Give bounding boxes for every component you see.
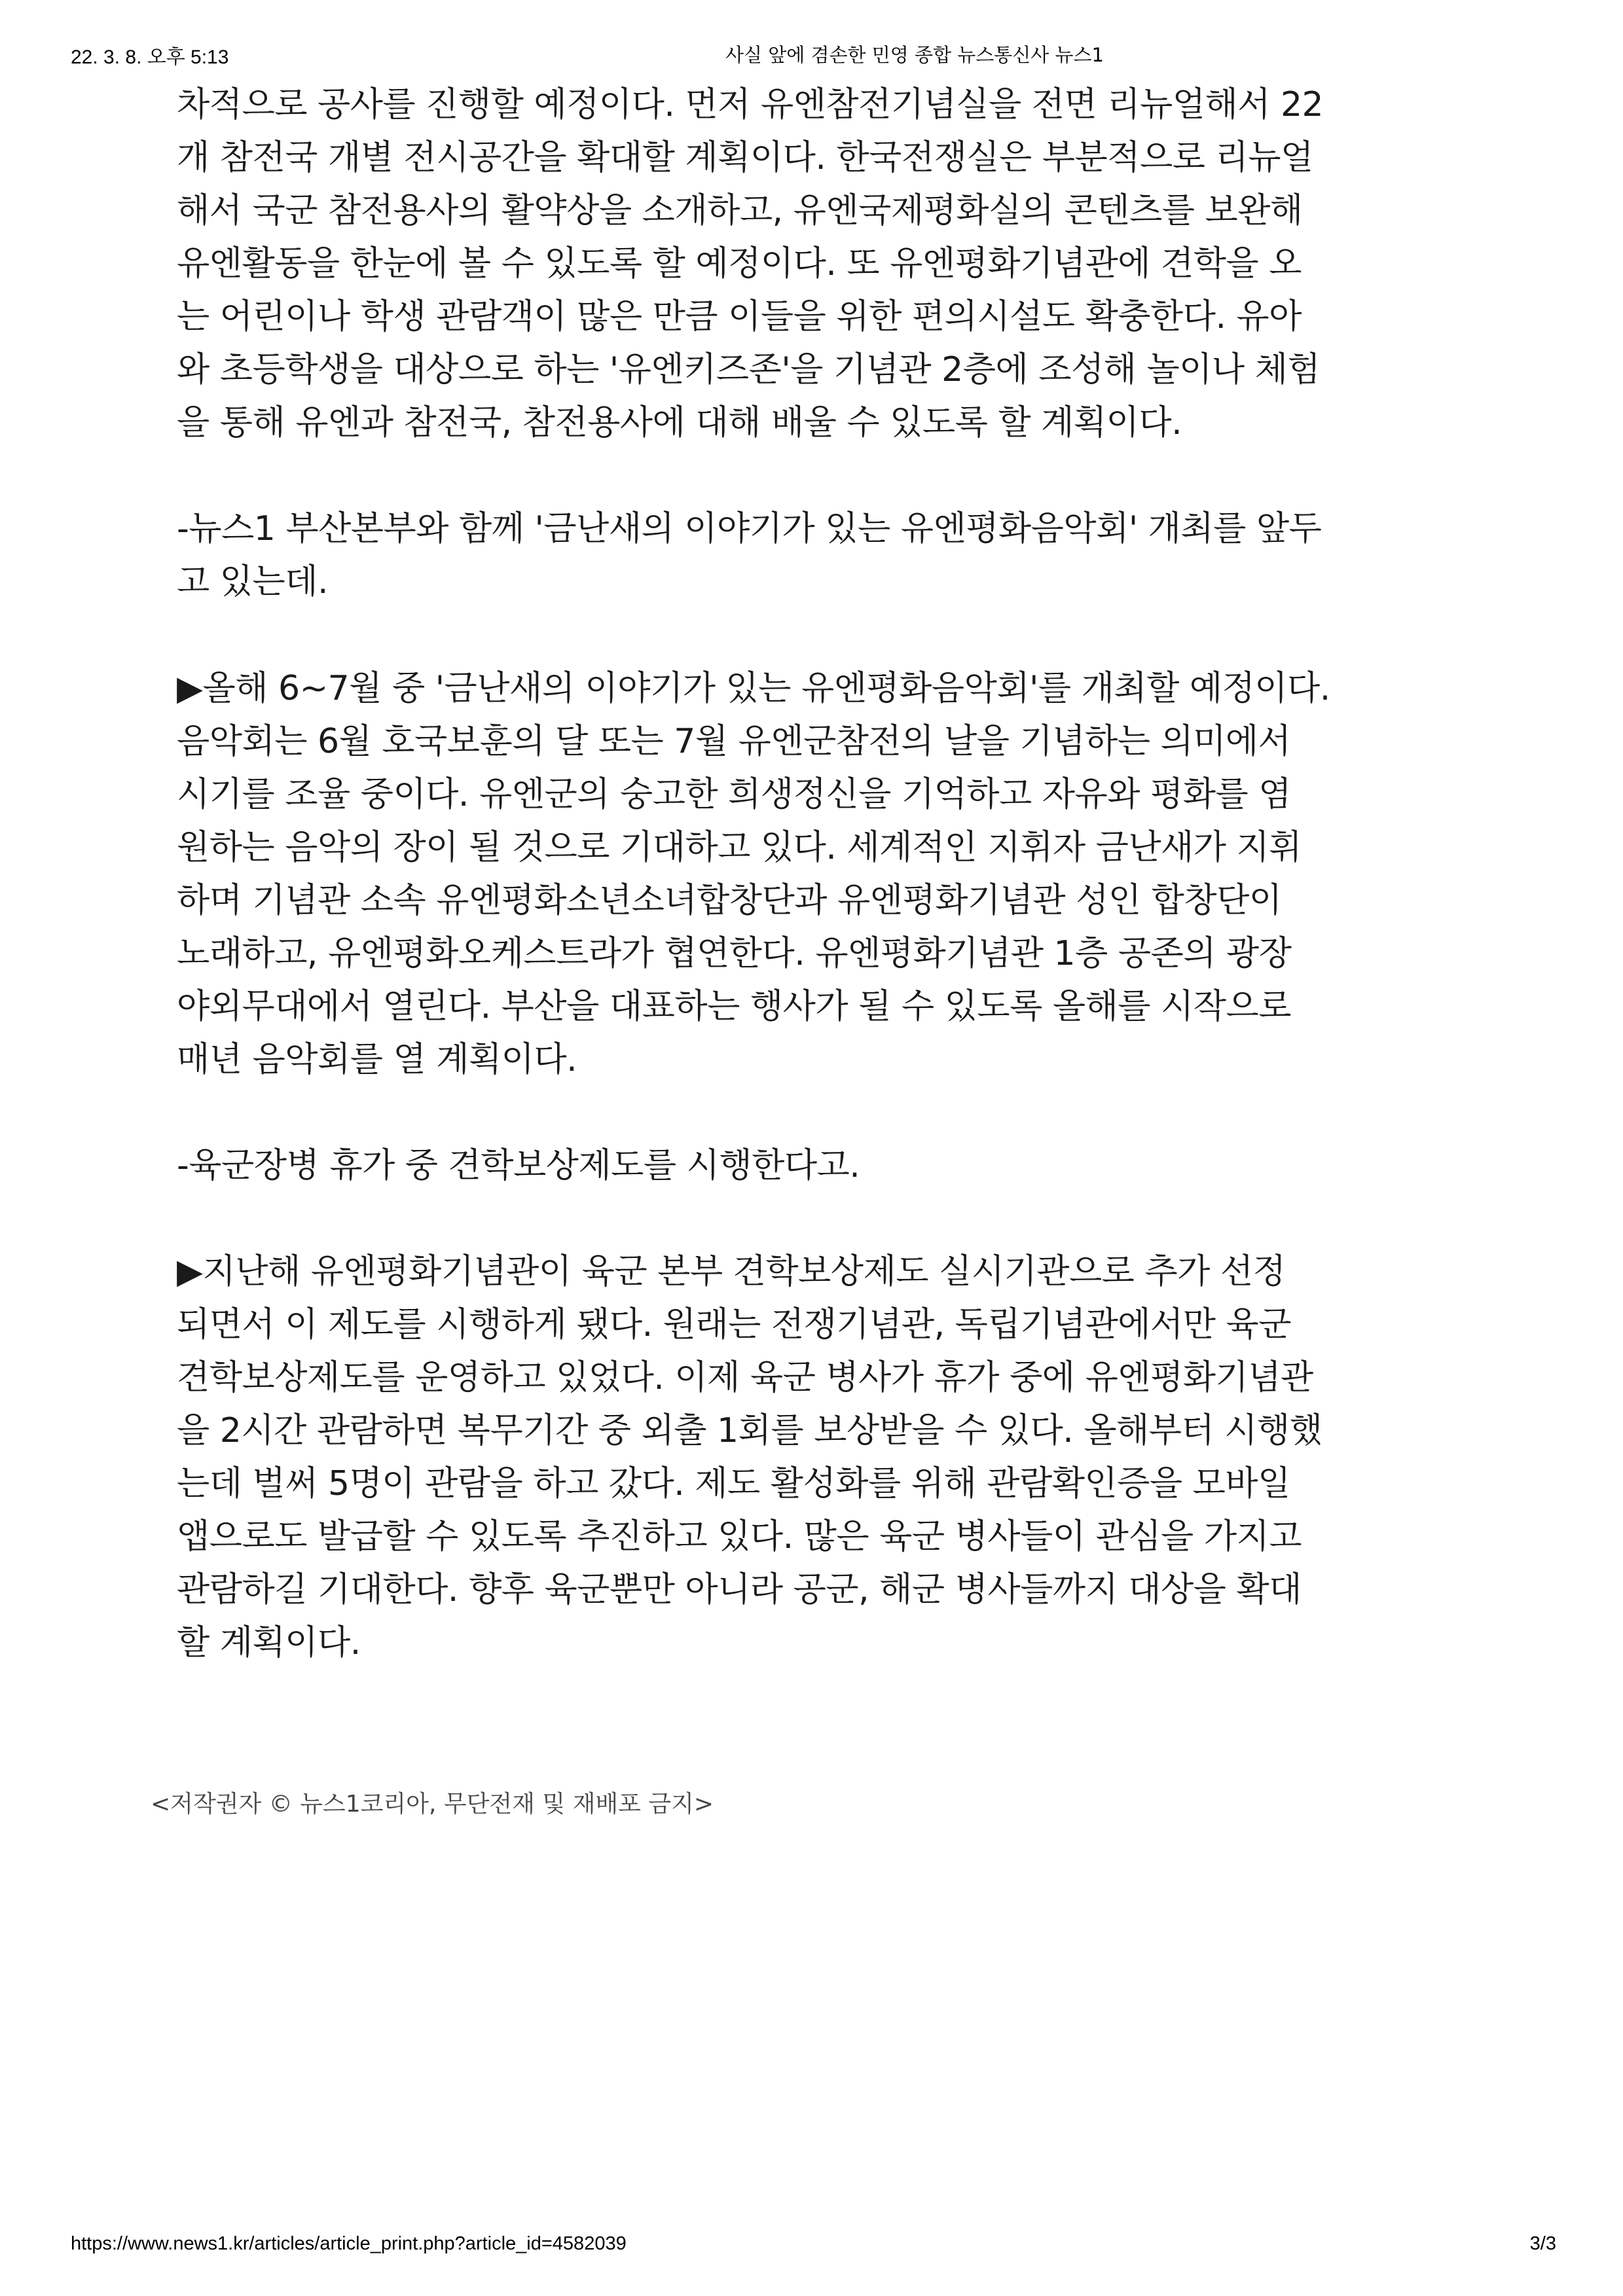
- paragraph-line: 시기를 조율 중이다. 유엔군의 숭고한 희생정신을 기억하고 자유와 평화를 염: [177, 775, 1291, 814]
- paragraph-line: 개 참전국 개별 전시공간을 확대할 계획이다. 한국전쟁실은 부분적으로 리뉴얼: [177, 138, 1313, 177]
- paragraph-line: 을 통해 유엔과 참전국, 참전용사에 대해 배울 수 있도록 할 계획이다.: [177, 403, 1182, 442]
- interview-question-2: [177, 1139, 1434, 1193]
- article-paragraph-1: [177, 79, 1434, 450]
- paragraph-line: 하며 기념관 소속 유엔평화소년소녀합창단과 유엔평화기념관 성인 합창단이: [177, 881, 1282, 920]
- paragraph-line: 매년 음악회를 열 계획이다.: [177, 1040, 577, 1079]
- paragraph-line: 원하는 음악의 장이 될 것으로 기대하고 있다. 세계적인 지휘자 금난새가 지휘: [177, 828, 1302, 867]
- print-header-title: 사실 앞에 겸손한 민영 종합 뉴스통신사 뉴스1: [725, 44, 1104, 66]
- paragraph-line: 유엔활동을 한눈에 볼 수 있도록 할 예정이다. 또 유엔평화기념관에 견학을 오: [177, 244, 1302, 283]
- paragraph-line: 야외무대에서 열린다. 부산을 대표하는 행사가 될 수 있도록 올해를 시작으로: [177, 987, 1291, 1026]
- paragraph-line: 관람하길 기대한다. 향후 육군뿐만 아니라 공군, 해군 병사들까지 대상을 확대: [177, 1570, 1302, 1609]
- paragraph-line: 는 어린이나 학생 관람객이 많은 만큼 이들을 위한 편의시설도 확충한다. 유아: [177, 297, 1302, 336]
- interview-answer-2: [177, 1246, 1434, 1670]
- paragraph-line: 해서 국군 참전용사의 활약상을 소개하고, 유엔국제평화실의 콘텐츠를 보완해: [177, 191, 1303, 230]
- article-body: [177, 79, 1434, 1670]
- paragraph-line: -육군장병 휴가 중 견학보상제도를 시행한다고.: [177, 1146, 860, 1185]
- paragraph-line: 을 2시간 관람하면 복무기간 중 외출 1회를 보상받을 수 있다. 올해부터 시행했: [177, 1411, 1322, 1450]
- print-header-date: 22. 3. 8. 오후 5:13: [71, 46, 229, 68]
- paragraph-line: 와 초등학생을 대상으로 하는 '유엔키즈존'을 기념관 2층에 조성해 놀이나 체험: [177, 350, 1321, 389]
- interview-question-1: [177, 503, 1434, 609]
- interview-answer-1: [177, 662, 1434, 1086]
- paragraph-line: 노래하고, 유엔평화오케스트라가 협연한다. 유엔평화기념관 1층 공존의 광장: [177, 934, 1292, 973]
- paragraph-line: 차적으로 공사를 진행할 예정이다. 먼저 유엔참전기념실을 전면 리뉴얼해서 22: [177, 85, 1324, 124]
- paragraph-line: 앱으로도 발급할 수 있도록 추진하고 있다. 많은 육군 병사들이 관심을 가지고: [177, 1517, 1302, 1556]
- paragraph-line: 는데 벌써 5명이 관람을 하고 갔다. 제도 활성화를 위해 관람확인증을 모바일: [177, 1464, 1290, 1503]
- print-footer-url: https://www.news1.kr/articles/article_print.php?article_id=4582039: [71, 2233, 627, 2254]
- paragraph-line: 할 계획이다.: [177, 1623, 361, 1662]
- copyright-notice: <저작권자 © 뉴스1코리아, 무단전재 및 재배포 금지>: [151, 1791, 714, 1818]
- print-footer-page-number: 3/3: [1529, 2233, 1556, 2254]
- paragraph-line: 음악회는 6월 호국보훈의 달 또는 7월 유엔군참전의 날을 기념하는 의미에서: [177, 722, 1291, 761]
- paragraph-line: 견학보상제도를 운영하고 있었다. 이제 육군 병사가 휴가 중에 유엔평화기념관: [177, 1358, 1313, 1397]
- paragraph-line: 되면서 이 제도를 시행하게 됐다. 원래는 전쟁기념관, 독립기념관에서만 육군: [177, 1305, 1291, 1344]
- paragraph-line: 고 있는데.: [177, 562, 328, 601]
- paragraph-line: ▶올해 6~7월 중 '금난새의 이야기가 있는 유엔평화음악회'를 개최할 예정이다.: [177, 669, 1330, 708]
- paragraph-line: ▶지난해 유엔평화기념관이 육군 본부 견학보상제도 실시기관으로 추가 선정: [177, 1252, 1286, 1291]
- paragraph-line: -뉴스1 부산본부와 함께 '금난새의 이야기가 있는 유엔평화음악회' 개최를 앞두: [177, 509, 1322, 548]
